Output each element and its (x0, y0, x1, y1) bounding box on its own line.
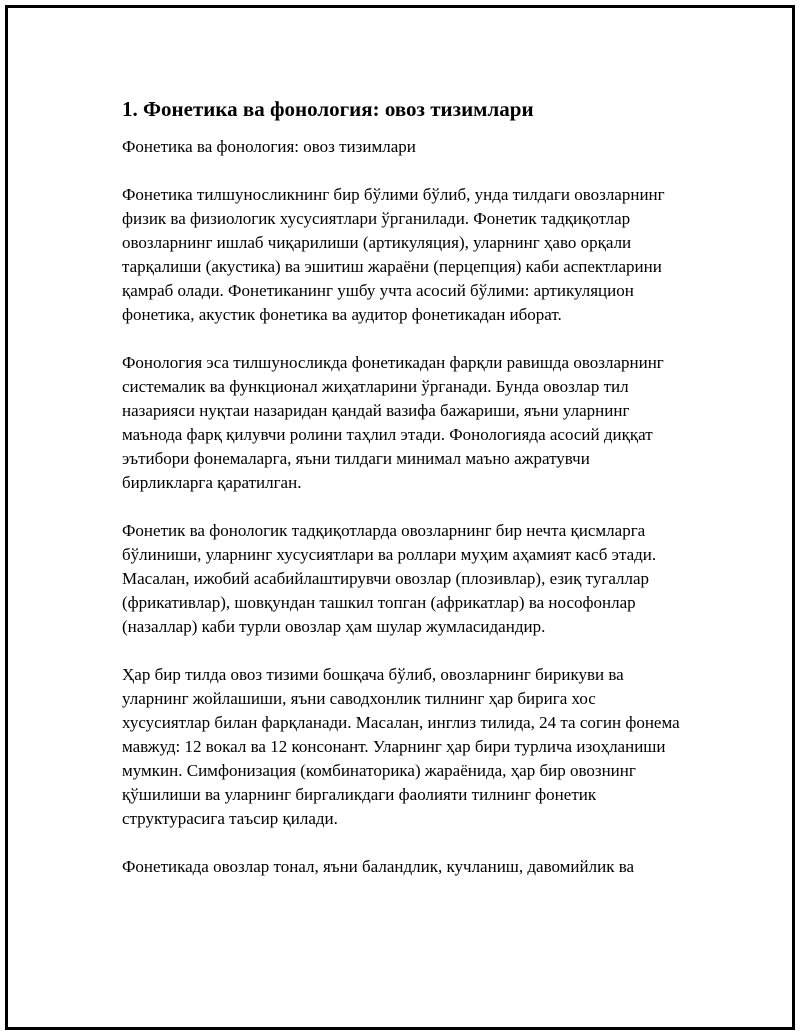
paragraph-5: Фонетикада овозлар тонал, яъни баландлик, кучланиш, давомийлик ва (122, 857, 635, 876)
document-page (5, 5, 795, 1030)
paragraph-1: Фонетика тилшуносликнинг бир бўлими бўлиб, унда тилдаги овозларнинг физик ва физиологик хусусиятлари ўрганилади. Фонетик тадқиқотлар овозларнинг ишлаб чиқарилиши (артикуляция), уларнинг ҳаво орқали тарқалиши (акустика) ва эшитиш жараёни (перцепция) каби аспектларини қамраб олади. Фонетиканинг ушбу учта асосий бўлими: артикуляцион фонетика, акустик фонетика ва аудитор фонетикадан иборат. (122, 185, 665, 324)
paragraph-3: Фонетик ва фонологик тадқиқотларда овозларнинг бир нечта қисмларга бўлиниши, уларнинг хусусиятлари ва роллари муҳим аҳамият касб этади. Масалан, ижобий асабийлаштирувчи овозлар (плозивлар), езиқ тугаллар (фрикативлар), шовқундан ташкил топган (африкатлар) ва нософонлар (назаллар) каби турли овозлар ҳам шулар жумласидандир. (122, 521, 657, 636)
paragraph-4: Ҳар бир тилда овоз тизими бошқача бўлиб, овозларнинг бирикуви ва уларнинг жойлашиши, яъни саводхонлик тилнинг ҳар бирига хос хусусиятлар билан фарқланади. Масалан, инглиз тилида, 24 та согин фонема мавжуд: 12 вокал ва 12 консонант. Уларнинг ҳар бири турлича изоҳланиши мумкин. Симфонизация (комбинаторика) жараёнида, ҳар бир овознинг қўшилиши ва уларнинг биргаликдаги фаолияти тилнинг фонетик структурасига таъсир қилади. (122, 665, 680, 828)
document-content (122, 96, 682, 903)
paragraph-2: Фонология эса тилшуносликда фонетикадан фарқли равишда овозларнинг системалик ва функционал жиҳатларини ўрганади. Бунда овозлар тил назарияси нуқтаи назаридан қандай вазифа бажариши, яъни уларнинг маънода фарқ қилувчи ролини таҳлил этади. Фонологияда асосий диққат эътибори фонемаларга, яъни тилдаги минимал маъно ажратувчи бирликларга қаратилган. (122, 353, 664, 492)
section-subtitle: Фонетика ва фонология: овоз тизимлари (122, 137, 416, 156)
section-heading: 1. Фонетика ва фонология: овоз тизимлари (122, 97, 534, 121)
